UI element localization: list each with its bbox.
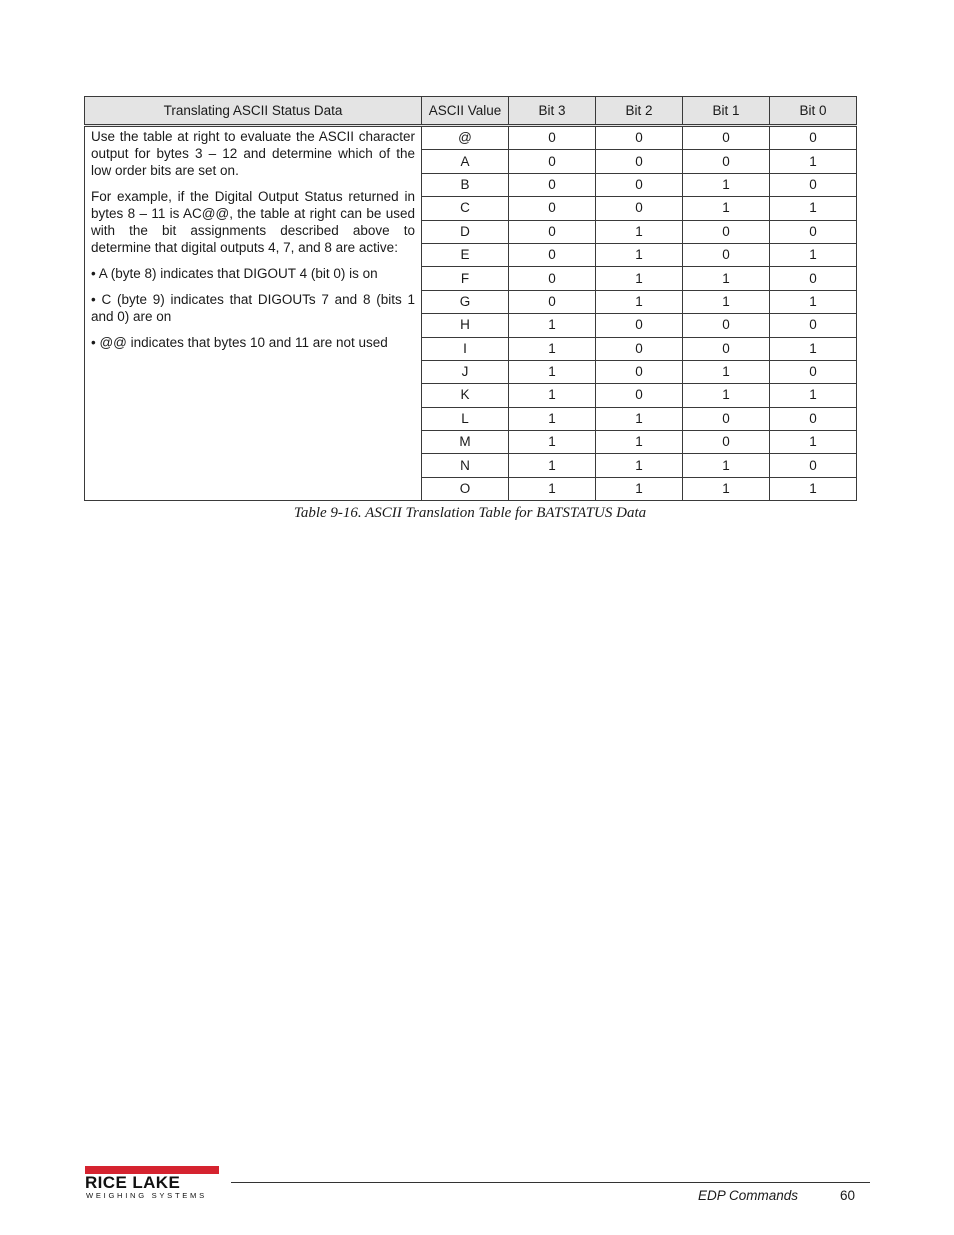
bit3-cell: 0	[509, 290, 596, 313]
ascii-value-cell: D	[422, 220, 509, 243]
bit1-cell: 0	[683, 431, 770, 454]
rice-lake-logo	[85, 1166, 221, 1200]
bit3-cell: 0	[509, 220, 596, 243]
ascii-translation-table	[84, 96, 857, 501]
bit1-cell: 0	[683, 314, 770, 337]
bit3-cell: 1	[509, 407, 596, 430]
header-bit0: Bit 0	[770, 97, 857, 126]
bit0-cell: 1	[770, 384, 857, 407]
ascii-value-cell: J	[422, 360, 509, 383]
table-caption: Table 9-16. ASCII Translation Table for BATSTATUS Data	[293, 505, 647, 521]
bit2-cell: 1	[596, 454, 683, 477]
bit0-cell: 1	[770, 477, 857, 500]
bit1-cell: 1	[683, 454, 770, 477]
bit2-cell: 0	[596, 337, 683, 360]
bit0-cell: 1	[770, 290, 857, 313]
ascii-value-cell: M	[422, 431, 509, 454]
ascii-value-cell: O	[422, 477, 509, 500]
ascii-value-cell: H	[422, 314, 509, 337]
bit3-cell: 1	[509, 431, 596, 454]
bit3-cell: 0	[509, 197, 596, 220]
bit1-cell: 0	[683, 243, 770, 266]
bit0-cell: 1	[770, 243, 857, 266]
bit2-cell: 0	[596, 384, 683, 407]
header-bit1: Bit 1	[683, 97, 770, 126]
header-bit3: Bit 3	[509, 97, 596, 126]
bit3-cell: 1	[509, 454, 596, 477]
bit0-cell: 0	[770, 454, 857, 477]
bit0-cell: 0	[770, 267, 857, 290]
bit2-cell: 0	[596, 150, 683, 173]
bit0-cell: 0	[770, 173, 857, 196]
bit0-cell: 1	[770, 197, 857, 220]
ascii-value-cell: L	[422, 407, 509, 430]
table-header-row	[85, 97, 857, 126]
bullet-item: • A (byte 8) indicates that DIGOUT 4 (bit 0) is on	[91, 266, 378, 281]
description-paragraph: Use the table at right to evaluate the ASCII character output for bytes 3 – 12 and determine which of the low order bits are set on.	[91, 129, 415, 178]
bit0-cell: 1	[770, 337, 857, 360]
bit2-cell: 1	[596, 477, 683, 500]
bit0-cell: 1	[770, 431, 857, 454]
bit3-cell: 0	[509, 173, 596, 196]
bit1-cell: 0	[683, 150, 770, 173]
bit2-cell: 1	[596, 431, 683, 454]
bit1-cell: 0	[683, 220, 770, 243]
bullet-item: • C (byte 9) indicates that DIGOUTs 7 and 8 (bits 1 and 0) are on	[91, 292, 415, 324]
bit1-cell: 1	[683, 173, 770, 196]
bit0-cell: 0	[770, 220, 857, 243]
bit3-cell: 1	[509, 384, 596, 407]
bit2-cell: 1	[596, 267, 683, 290]
bit1-cell: 1	[683, 360, 770, 383]
ascii-value-cell: @	[422, 126, 509, 150]
description-cell	[85, 126, 422, 501]
ascii-value-cell: G	[422, 290, 509, 313]
bit1-cell: 1	[683, 290, 770, 313]
bit1-cell: 1	[683, 197, 770, 220]
bit1-cell: 1	[683, 267, 770, 290]
bit2-cell: 0	[596, 360, 683, 383]
ascii-value-cell: E	[422, 243, 509, 266]
header-translating: Translating ASCII Status Data	[85, 97, 422, 126]
logo-subtitle: WEIGHING SYSTEMS	[86, 1191, 207, 1200]
ascii-value-cell: N	[422, 454, 509, 477]
bit2-cell: 0	[596, 126, 683, 150]
bit1-cell: 1	[683, 477, 770, 500]
bit3-cell: 1	[509, 477, 596, 500]
page-number: 60	[840, 1188, 856, 1203]
ascii-value-cell: I	[422, 337, 509, 360]
bit2-cell: 1	[596, 407, 683, 430]
bit0-cell: 0	[770, 360, 857, 383]
bit0-cell: 0	[770, 126, 857, 150]
bullet-item: • @@ indicates that bytes 10 and 11 are not used	[91, 335, 388, 350]
bit3-cell: 1	[509, 337, 596, 360]
description-paragraph: For example, if the Digital Output Status returned in bytes 8 – 11 is AC@@, the table at right can be used with the bit assignments described above to determine that digital outputs 4, 7, and 8 are active:	[91, 189, 415, 255]
bit0-cell: 0	[770, 314, 857, 337]
bit3-cell: 0	[509, 267, 596, 290]
bit2-cell: 0	[596, 197, 683, 220]
bit3-cell: 0	[509, 150, 596, 173]
bit2-cell: 1	[596, 220, 683, 243]
ascii-value-cell: A	[422, 150, 509, 173]
bit3-cell: 1	[509, 314, 596, 337]
bit1-cell: 0	[683, 337, 770, 360]
bit2-cell: 1	[596, 243, 683, 266]
bit2-cell: 0	[596, 173, 683, 196]
ascii-value-cell: K	[422, 384, 509, 407]
footer-section-title: EDP Commands	[698, 1188, 799, 1203]
bit1-cell: 1	[683, 384, 770, 407]
header-ascii-value: ASCII Value	[422, 97, 509, 126]
bit3-cell: 1	[509, 360, 596, 383]
bit3-cell: 0	[509, 243, 596, 266]
table-row	[85, 126, 857, 150]
bit2-cell: 0	[596, 314, 683, 337]
ascii-value-cell: C	[422, 197, 509, 220]
bit1-cell: 0	[683, 407, 770, 430]
header-bit2: Bit 2	[596, 97, 683, 126]
ascii-value-cell: F	[422, 267, 509, 290]
footer-rule	[231, 1182, 870, 1183]
ascii-value-cell: B	[422, 173, 509, 196]
bit3-cell: 0	[509, 126, 596, 150]
bit1-cell: 0	[683, 126, 770, 150]
logo-name: RICE LAKE	[85, 1173, 181, 1192]
bit2-cell: 1	[596, 290, 683, 313]
bit0-cell: 0	[770, 407, 857, 430]
bit0-cell: 1	[770, 150, 857, 173]
